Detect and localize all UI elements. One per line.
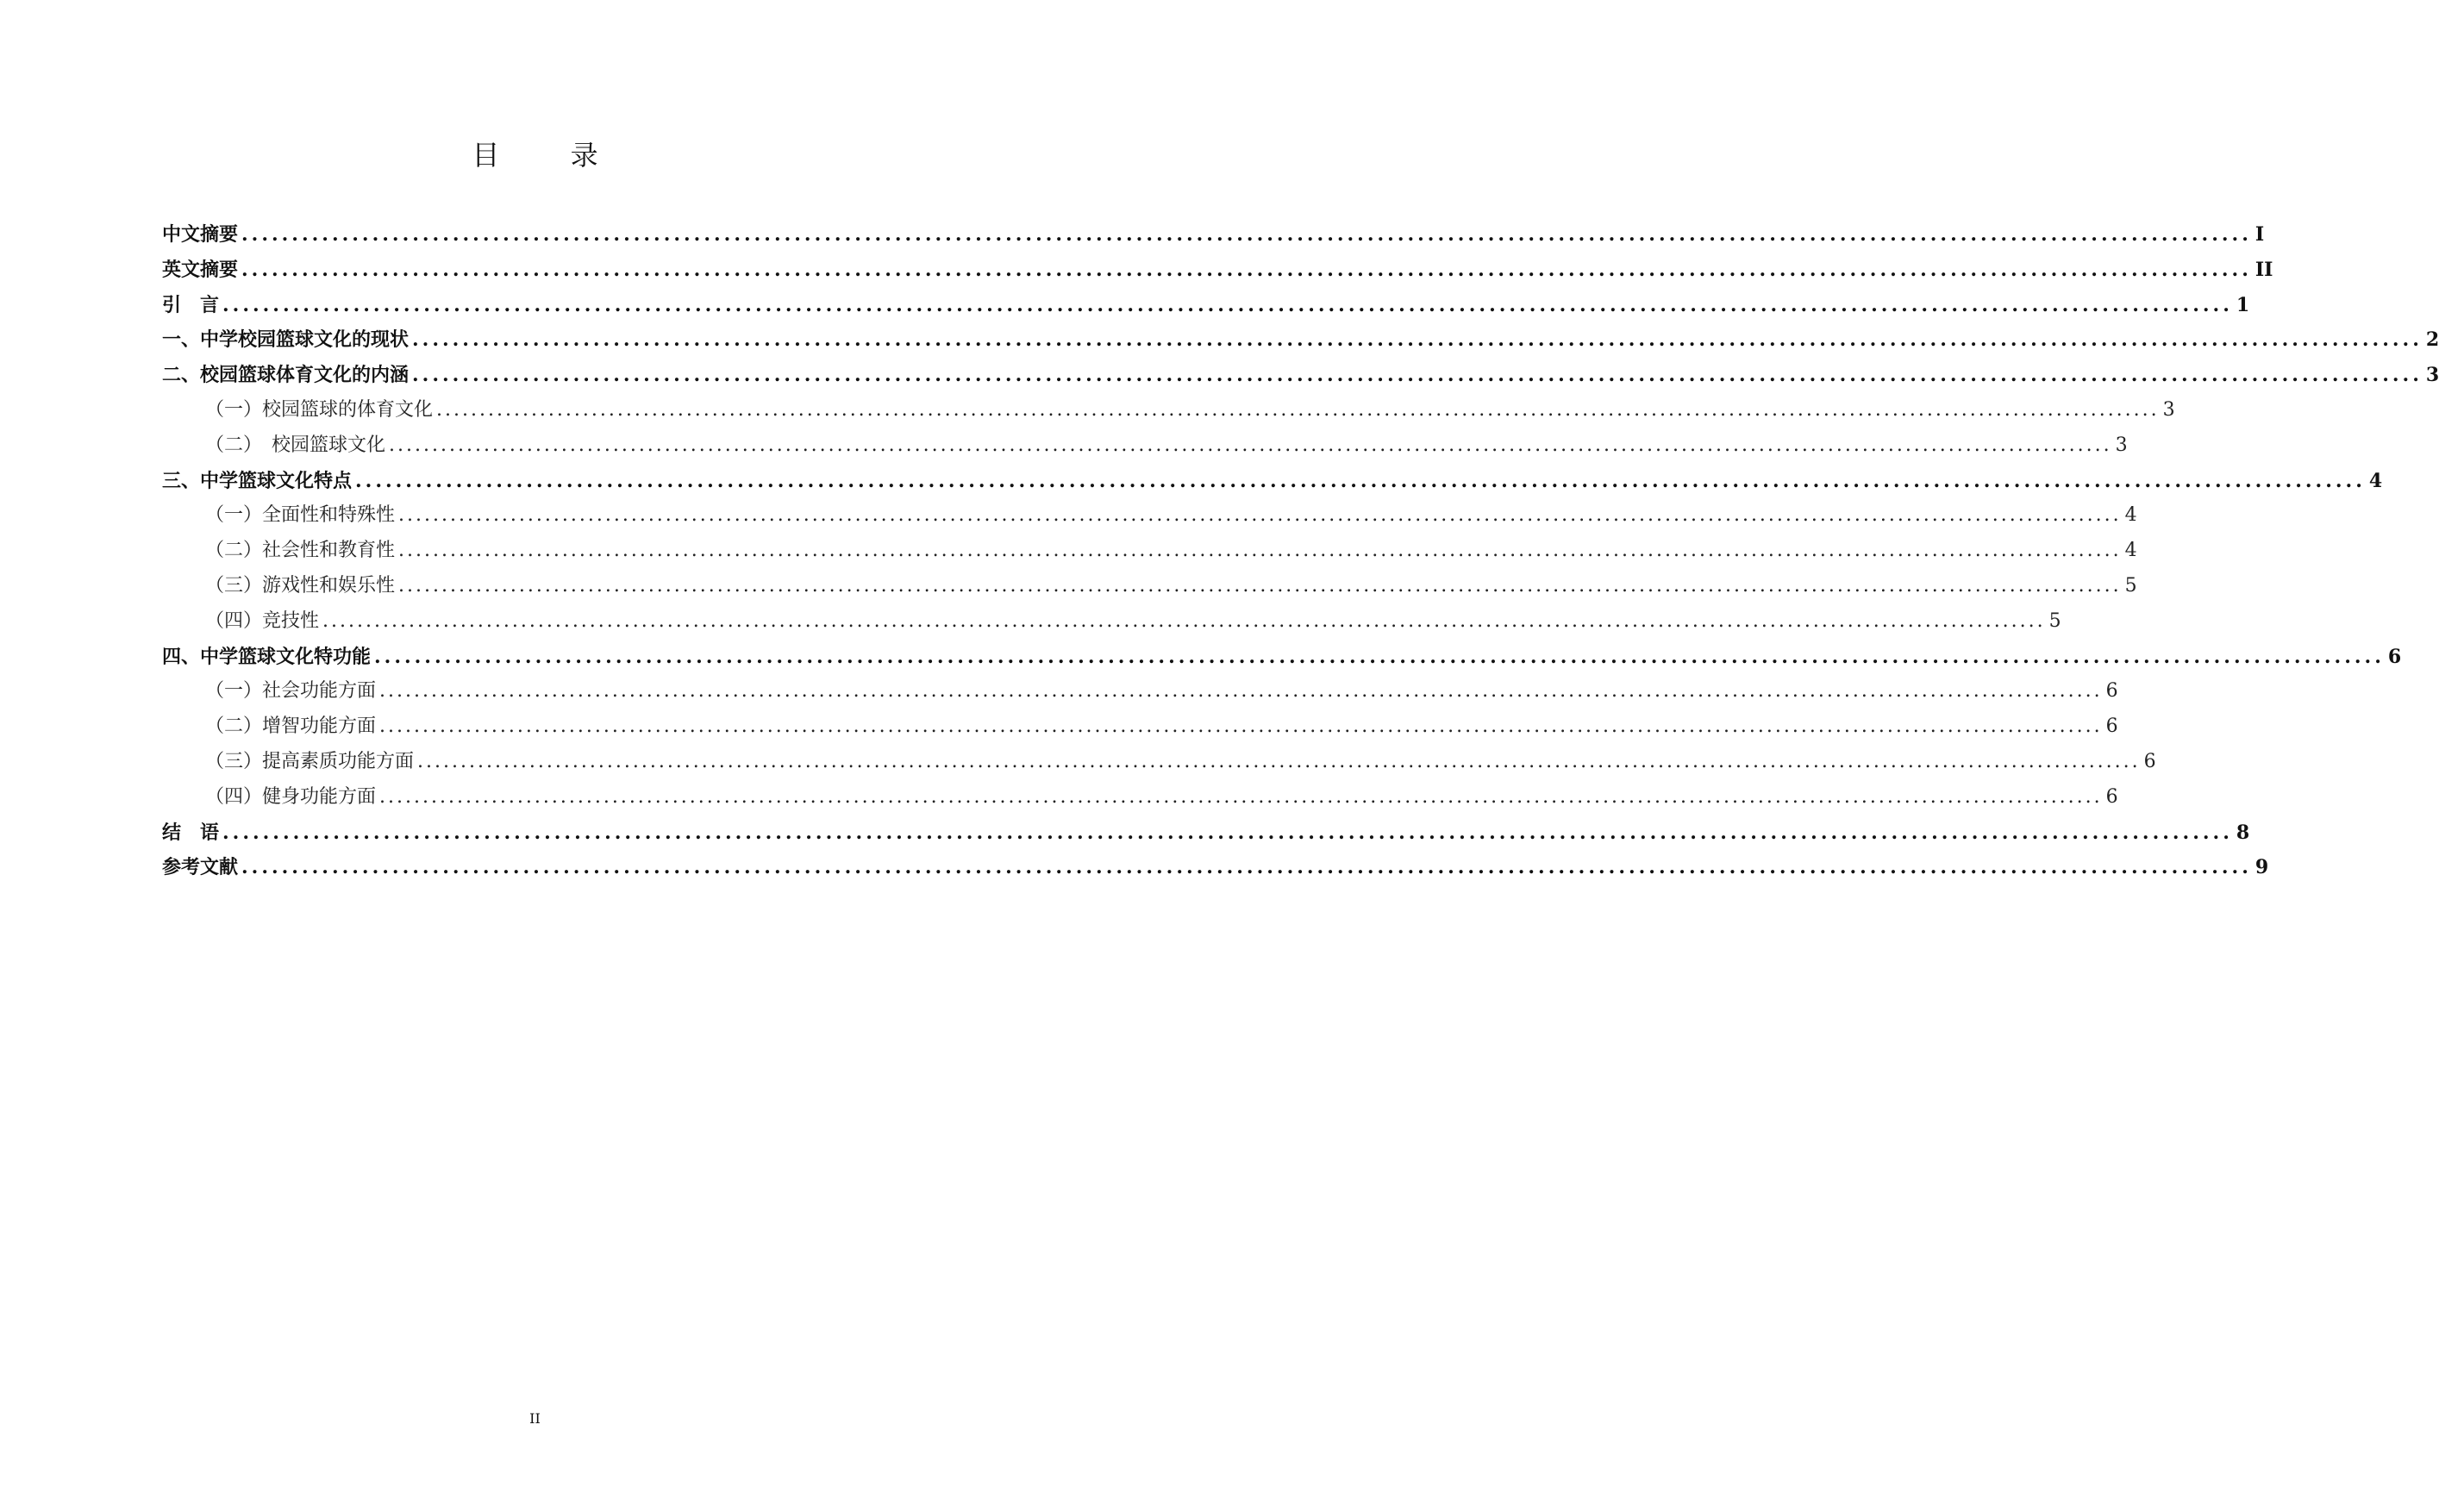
toc-entry-page-number: 9 — [2255, 856, 2269, 879]
toc-entry[interactable] — [162, 253, 2273, 288]
toc-entry-label: 二、校园篮球体育文化的内涵 — [162, 364, 410, 387]
toc-entry[interactable] — [162, 604, 2061, 640]
toc-entry-label: 参考文献 — [162, 856, 239, 879]
toc-entry-page-number: 4 — [2124, 540, 2137, 562]
toc-dot-leader: ........................................................................................................................................................................................................ — [412, 328, 2423, 352]
toc-entry-label: 结 语 — [162, 821, 220, 844]
toc-dot-leader: ........................................................................................................................................................................................................ — [398, 504, 2122, 527]
toc-entry-page-number: 4 — [2124, 504, 2137, 527]
toc-entry-label: （二）社会性和教育性 — [205, 540, 396, 562]
toc-entry-page-number: II — [2255, 258, 2273, 281]
toc-entry-page-number: 6 — [2387, 645, 2402, 668]
toc-entry[interactable] — [162, 428, 2128, 464]
toc-entry-page-number: 6 — [2143, 750, 2156, 772]
toc-entry-label: （三）提高素质功能方面 — [205, 750, 415, 772]
toc-entry[interactable] — [162, 498, 2137, 534]
toc-dot-leader: ........................................................................................................................................................................................................ — [322, 609, 2046, 632]
toc-dot-leader: ........................................................................................................................................................................................................ — [241, 856, 2252, 879]
toc-dot-leader: ........................................................................................................................................................................................................ — [417, 750, 2141, 772]
toc-entry[interactable] — [162, 217, 2265, 253]
toc-dot-leader: ........................................................................................................................................................................................................ — [398, 574, 2122, 597]
toc-entry-page-number: I — [2255, 223, 2265, 246]
toc-entry-page-number: 5 — [2048, 609, 2061, 632]
toc-entry[interactable] — [162, 534, 2137, 569]
toc-entry-label: 四、中学篮球文化特功能 — [162, 645, 372, 668]
toc-entry[interactable] — [162, 745, 2156, 780]
toc-entry-page-number: 6 — [2105, 715, 2118, 738]
toc-entry-label: （三）游戏性和娱乐性 — [205, 574, 396, 597]
toc-entry-page-number: 8 — [2236, 821, 2250, 844]
toc-entry-label: （二） 校园篮球文化 — [205, 434, 386, 456]
toc-dot-leader: ........................................................................................................................................................................................................ — [379, 680, 2103, 703]
toc-entry-page-number: 6 — [2105, 785, 2118, 808]
toc-dot-leader: ........................................................................................................................................................................................................ — [379, 785, 2103, 808]
page-number-footer: II — [529, 1410, 541, 1427]
toc-entry[interactable] — [162, 640, 2402, 675]
toc-entry-page-number: 5 — [2124, 574, 2137, 597]
toc-entry[interactable] — [162, 569, 2137, 604]
toc-dot-leader: ........................................................................................................................................................................................................ — [412, 364, 2423, 387]
toc-entry[interactable] — [162, 393, 2175, 428]
toc-entry-label: 三、中学篮球文化特点 — [162, 469, 353, 492]
toc-entry-label: （二）增智功能方面 — [205, 715, 377, 738]
toc-entry[interactable] — [162, 674, 2118, 709]
table-of-contents — [162, 217, 2439, 885]
toc-dot-leader: ........................................................................................................................................................................................................ — [355, 469, 2366, 492]
toc-entry-page-number: 1 — [2236, 293, 2250, 316]
toc-entry-page-number: 3 — [2425, 364, 2439, 387]
toc-dot-leader: ........................................................................................................................................................................................................ — [436, 398, 2160, 421]
toc-entry-label: （一）全面性和特殊性 — [205, 504, 396, 527]
toc-entry-label: 一、中学校园篮球文化的现状 — [162, 328, 410, 352]
toc-entry-label: 引 言 — [162, 293, 220, 316]
toc-entry[interactable] — [162, 815, 2250, 851]
toc-dot-leader: ........................................................................................................................................................................................................ — [374, 645, 2385, 668]
toc-dot-leader: ........................................................................................................................................................................................................ — [241, 223, 2252, 246]
toc-entry-page-number: 2 — [2425, 328, 2439, 352]
toc-entry-label: 英文摘要 — [162, 258, 239, 281]
page-title: 目 录 — [472, 139, 629, 172]
toc-dot-leader: ........................................................................................................................................................................................................ — [379, 715, 2103, 738]
toc-entry-label: （一）校园篮球的体育文化 — [205, 398, 434, 421]
toc-dot-leader: ........................................................................................................................................................................................................ — [241, 258, 2252, 281]
toc-dot-leader: ........................................................................................................................................................................................................ — [222, 293, 2233, 316]
toc-entry-label: （一）社会功能方面 — [205, 680, 377, 703]
toc-entry[interactable] — [162, 358, 2439, 393]
toc-entry-page-number: 6 — [2105, 680, 2118, 703]
toc-entry[interactable] — [162, 709, 2118, 745]
toc-dot-leader: ........................................................................................................................................................................................................ — [389, 434, 2112, 456]
toc-entry-label: （四）竞技性 — [205, 609, 320, 632]
toc-entry-page-number: 3 — [2115, 434, 2128, 456]
toc-entry[interactable] — [162, 464, 2383, 499]
toc-entry-page-number: 4 — [2368, 469, 2383, 492]
toc-entry-label: 中文摘要 — [162, 223, 239, 246]
toc-entry[interactable] — [162, 780, 2118, 815]
toc-entry[interactable] — [162, 322, 2439, 358]
toc-dot-leader: ........................................................................................................................................................................................................ — [398, 540, 2122, 562]
toc-entry-page-number: 3 — [2162, 398, 2175, 421]
toc-entry-label: （四）健身功能方面 — [205, 785, 377, 808]
toc-dot-leader: ........................................................................................................................................................................................................ — [222, 821, 2233, 844]
toc-entry[interactable] — [162, 288, 2250, 323]
toc-entry[interactable] — [162, 850, 2269, 885]
